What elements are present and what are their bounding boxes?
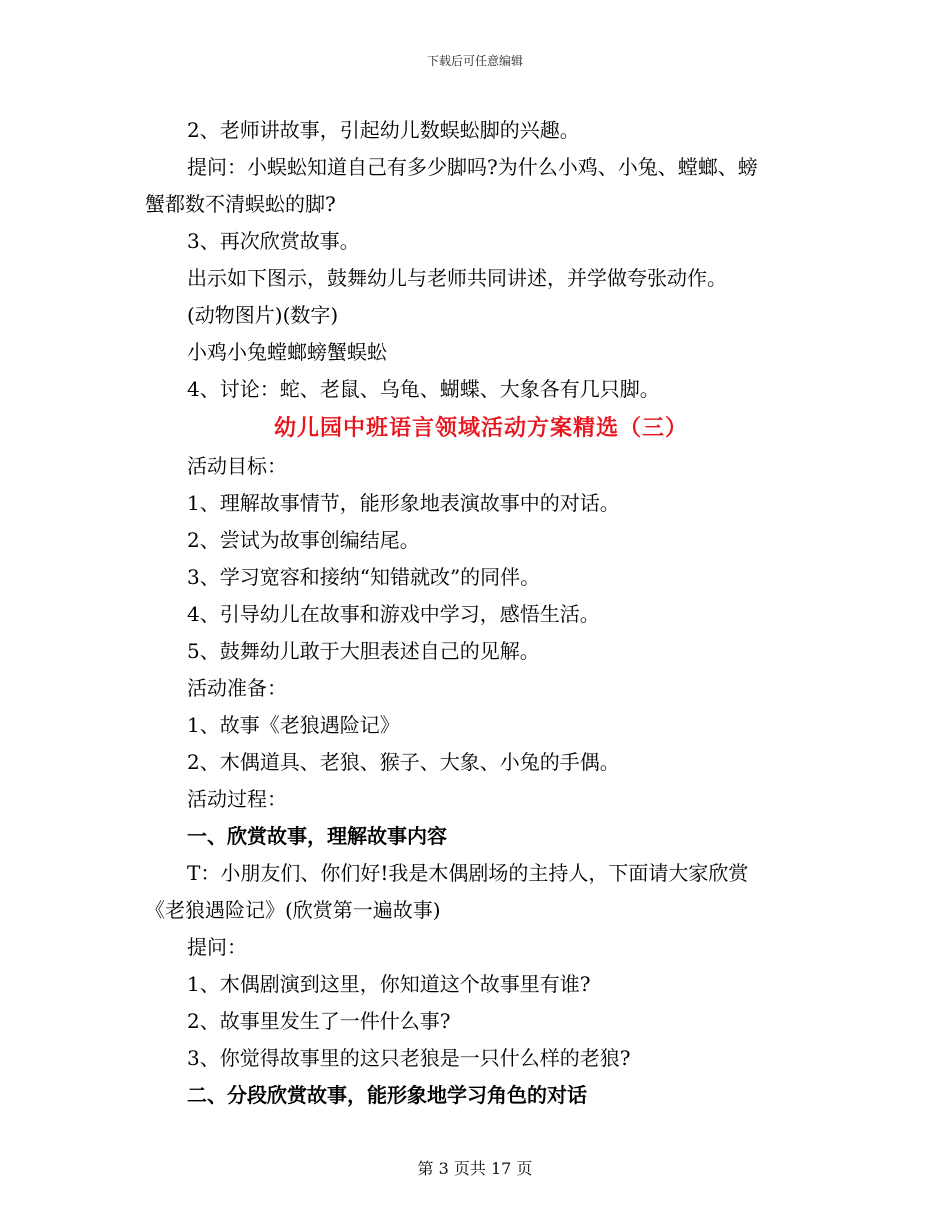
text-line: 2、故事里发生了一件什么事? (187, 1009, 451, 1033)
document-body (145, 112, 805, 1114)
text-line: 3、再次欣赏故事。 (187, 229, 360, 253)
section-heading: 幼儿园中班语言领域活动方案精选（三） (273, 415, 688, 441)
text-line: 2、尝试为故事创编结尾。 (187, 528, 420, 552)
text-line: 3、你觉得故事里的这只老狼是一只什么样的老狼? (187, 1046, 631, 1070)
text-line: (动物图片)(数字) (187, 303, 339, 327)
page-number: 第 3 页共 17 页 (417, 1159, 533, 1178)
text-line: 活动目标： (187, 454, 287, 478)
text-line: 活动准备： (187, 676, 287, 700)
text-line: 4、引导幼儿在故事和游戏中学习，感悟生活。 (187, 602, 600, 626)
text-line: 小鸡小兔螳螂螃蟹蜈蚣 (187, 340, 387, 364)
text-line: 出示如下图示，鼓舞幼儿与老师共同讲述，并学做夸张动作。 (187, 266, 727, 290)
text-line: 2、老师讲故事，引起幼儿数蜈蚣脚的兴趣。 (187, 118, 580, 142)
text-line: T：小朋友们、你们好!我是木偶剧场的主持人，下面请大家欣赏 (187, 861, 749, 885)
text-line: 1、理解故事情节，能形象地表演故事中的对话。 (187, 491, 620, 515)
text-line: 提问：小蜈蚣知道自己有多少脚吗?为什么小鸡、小兔、螳螂、螃 (187, 155, 758, 179)
text-line: 活动过程： (187, 787, 287, 811)
page-header-note: 下载后可任意编辑 (426, 54, 523, 68)
text-line: 2、木偶道具、老狼、猴子、大象、小兔的手偶。 (187, 750, 620, 774)
text-line: 5、鼓舞幼儿敢于大胆表述自己的见解。 (187, 639, 540, 663)
subsection-heading: 一、欣赏故事，理解故事内容 (187, 824, 447, 848)
text-line: 蟹都数不清蜈蚣的脚? (145, 192, 336, 216)
text-line: 《老狼遇险记》(欣赏第一遍故事) (145, 898, 441, 922)
text-line: 1、故事《老狼遇险记》 (187, 713, 400, 737)
text-line: 1、木偶剧演到这里，你知道这个故事里有谁? (187, 972, 591, 996)
text-line: 3、学习宽容和接纳“知错就改”的同伴。 (187, 565, 541, 589)
text-line: 4、讨论：蛇、老鼠、乌龟、蝴蝶、大象各有几只脚。 (187, 377, 660, 401)
subsection-heading: 二、分段欣赏故事，能形象地学习角色的对话 (187, 1083, 587, 1107)
text-line: 提问： (187, 935, 247, 959)
